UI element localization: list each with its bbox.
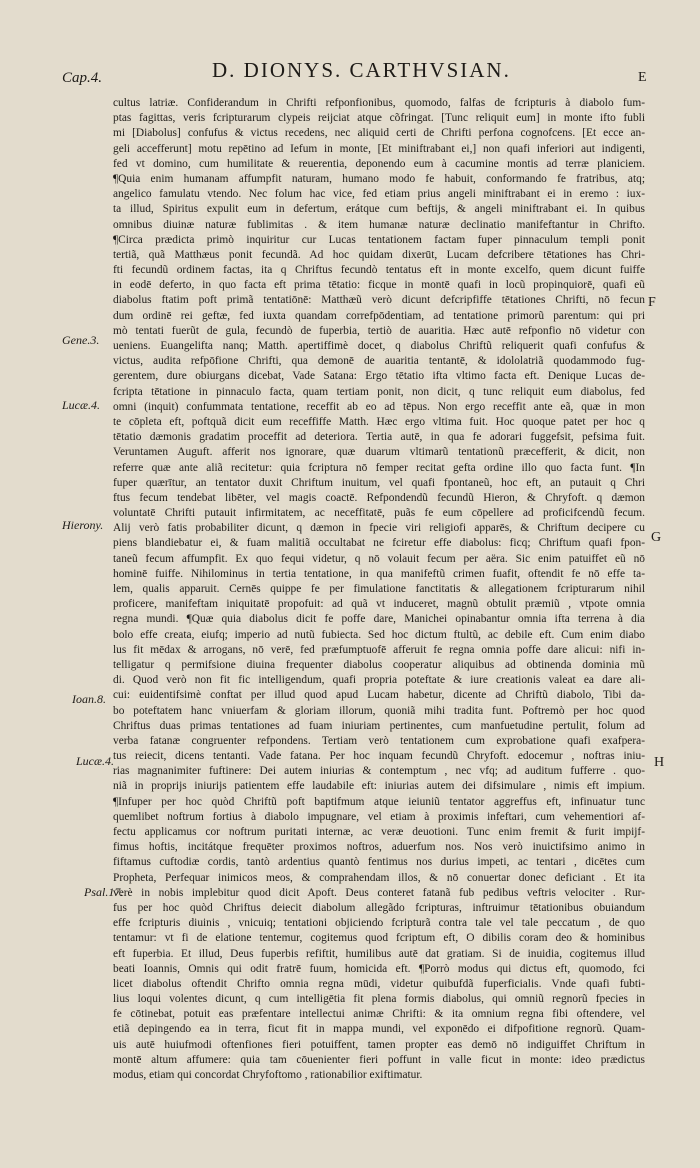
margin-note: Lucæ.4. (62, 398, 101, 412)
text-line: geli accefferunt] motu repētino ad Iefum in monte, [Et miniftrabant ei,] non quafi inferiori aut indigenti, (113, 142, 645, 155)
text-line: bolo effe creata, eiufq; imperio ad nutũ fubiecta. Sed hoc dictum ftultũ, ac debile eft. Cum enim diabo (113, 628, 645, 641)
text-line: ta illud, Spiritus expulit eum in defertum, erátque cum beftijs, & angeli miniftrabant ei. In quibus (113, 203, 645, 216)
text-line: dum ordinē rei geftæ, fed iuxta quandam correfpōdentiam, ad tentatione primorũ parentum: qui pri (113, 309, 645, 322)
text-line: fus per hoc quòd Chriftus deiecit diabolum allegãdo fcripturas, inftruimur tētationibus obuiandum (113, 901, 645, 914)
text-line: montē altum affumere: quia tam cōuenienter fieri poffunt in valle ficut in monte: ideo prædictus (113, 1053, 645, 1066)
running-title: D. DIONYS. CARTHVSIAN. (212, 58, 511, 82)
text-line: ¶Quia enim humanam affumpfit naturam, humano modo fe habuit, conformando fe fratribus, atq; (113, 172, 645, 185)
text-line: cultus latriæ. Confiderandum in Chrifti refponfionibus, quomodo, falfas de fcripturis à diabolo fum- (113, 97, 645, 109)
text-line: angelico famulatu vtendo. Nec folum hac vice, fed etiam prius angeli miniftrabant ei in eremo : iux- (113, 188, 645, 201)
text-line: lem, qualis apparuit. Cernēs quippe fe per fimulatione fanctitatis & allegationem fcripturarum nihil (113, 583, 645, 595)
section-letter-e: E (638, 70, 647, 85)
text-line: fcripta tētatione in pinnaculo facta, quam tertiam ponit, non dicit, q tunc reliquit eum diabolus, fed (113, 385, 645, 398)
text-line: ueniens. Euangelifta nanq; Matth. apertiffimè docet, q diabolus Chriftũ reliquerit quafi confufus & (113, 340, 645, 352)
running-head (0, 56, 700, 86)
text-line: Veruntamen Auguft. afferit nos ignorare, quæ duarum vltimarũ tentationũ præcefferit, & dicit, non (113, 446, 645, 459)
text-line: mi [Diabolus] confufus & victus recedens, nec aliquid certi de Chrifti perfona cognofcens. [Et ecce an- (113, 127, 645, 140)
text-line: voluntatē Chrifti putauit infirmitatem, ac neceffitatē, puãs fe eum cōpellere ad proficifcendũ fecum. (113, 507, 645, 520)
text-line: taneũ fecum affumpfit. Ex quo fequi videtur, q nō volauit fecum per aëra. Sic enim patuiffet eũ nō (113, 552, 645, 565)
body-text (113, 96, 645, 1083)
text-line: niã in proprijs iniurijs patientem effe laudabile eft: iniurias autem dei difsimulare , nimis eft impium. (113, 780, 645, 793)
text-line: verba fatanæ congruenter refpondens. Tertiam verò tentationem cum exprobatione quafi exafpera- (113, 734, 645, 747)
text-line: etiã depingendo ea in terra, ficut fit in mappa mundi, vel exponēdo ei difpofitione regnorũ. Quam- (113, 1023, 645, 1036)
text-line: tertiã, quã Matthæus ponit fecundã. Ad hoc quidam dixerūt, Lucam defcribere tētationes has Chri- (113, 248, 645, 261)
text-line: Alij verò fatis probabiliter dicunt, q dæmon in fpecie viri religiofi apparēs, & Chriftum decipere cu (113, 522, 645, 535)
text-line: rias magnanimiter fuftinere: Dei autem iniurias & contemptum , nec vfq; ad auditum fufferre . quo- (113, 765, 645, 778)
margin-note: Hierony. (62, 518, 104, 532)
text-line: licet diabolus oftendit Chrifto omnia regna mūdi, videtur quibufdã fuperficialis. Vnde quafi fubti- (113, 977, 645, 990)
section-letter-f: F (648, 295, 656, 310)
text-line: regna mundi. ¶Quæ quia diabolus dicit fe poffe dare, Manichei opinabantur omnia ifta terrena à dia (113, 613, 645, 626)
text-line: beati Ioannis, Omnis qui odit fratrē fuum, homicida eft. ¶Porrò modus qui dictus eft, quomodo, fci (113, 962, 645, 975)
margin-note: Ioan.8. (72, 692, 106, 706)
text-line: proficere, manifeftam iniquitatē propofuit: ad quã vt induceret, magnũ obtulit præmiũ , vtpote omnia (113, 598, 645, 611)
text-line: fuper quærītur, an tentator duxit Chriftum inuitum, vel quafi fpontaneũ, hoc eft, an putauit q Chri (113, 476, 645, 489)
text-line: omnibus diuinæ naturæ fublimitas . & item humanæ naturæ declinatio manifeftantur in Chrifto. (113, 218, 645, 231)
text-line: gerentem, dure obiurgans dicebat, Vade Satana: Ergo tētatio ifta vltimo facta eft. Denique Lucas de- (113, 370, 645, 383)
chapter-label: Cap.4. (62, 70, 103, 86)
text-line: di. Quod verò non fit fic intelligendum, quafi propria poteftate & iure creationis valeat ea dare ali- (113, 674, 645, 687)
text-line: lus fit mēdax & arrogans, nō verē, fed præfumptuofē afferuit fe regna omnia poffe dare alicui: nifi in- (113, 643, 645, 656)
text-line: telligatur q permifsione diuina frequenter diabolus cooperatur aliquibus ad obtinenda dominia mũ (113, 658, 645, 671)
text-line: lius loqui volentes dicunt, q cum intelligētia fit plena formis diabolus, qui omniũ regnorũ fpecies in (113, 993, 645, 1006)
text-line: tus reiecit, dicens tentanti. Vade fatana. Per hoc inquam fecundũ Chryfoft. edocemur , noftras iniu- (113, 750, 645, 763)
margin-note: Gene.3. (62, 333, 100, 347)
text-line: in eodē deferto, in quo facta eft prima tētatio: ficque in montē quafi in locũ propinquiorē, quafi eũ (113, 279, 645, 292)
text-line: ptas fagittas, veris fcripturarum clypeis reijciat atque cõfringat. [Tunc reliquit eum] in monte ifto fubli (113, 112, 645, 125)
margin-note: Lucæ.4. (76, 754, 115, 768)
text-line: fti fecundũ ordinem factas, ita q Chriftus fecundò tentatus eft in monte excelfo, quem dicunt fuiffe (113, 264, 645, 277)
text-line: verè in nobis implebitur quod dicit Apoft. Deus conteret fatanã fub pedibus veftris velociter . Rur- (113, 886, 645, 899)
text-line: bo poteftatem hanc vniuerfam & gloriam illorum, quoniã mihi tradita funt. Poftremò per hoc quod (113, 704, 645, 717)
text-line: referre quæ ante aliã recitetur: quia fcriptura nō femper recitat gefta ordine illo quo facta funt. ¶In (113, 461, 645, 474)
text-line: effe fcripturis diuinis , vnicuiq; tentationi objiciendo fcripturã contra tale vel tale peccatum , de quo (113, 917, 645, 930)
text-line: Propheta, Perfequar inimicos meos, & comprahendam illos, & nō conuertar donec deficiant . Et ita (113, 871, 645, 884)
text-line: tentamur: vt fi de elatione tentemur, cogitemus quod fcriptum eft, O dibilis coram deo & hominibus (113, 932, 645, 945)
text-line: diabolus ftatim poft primã tentatiōnē: Matthæũ verò dicunt defcripfiffe tētationes Chrifti, nō fecun (113, 294, 645, 307)
text-line: te cōpleta eft, poftquã dicit eum receffiffe Matth. Hæc ergo vltima fuit. Hoc quoque patet per hoc q (113, 415, 645, 428)
text-line: fed vt domino, cum humilitate & reuerentia, deponendo eum à cacumine montis ad terræ planiciem. (113, 157, 645, 170)
text-line: uis autē huiufmodi oftenfiones fieri potuiffent, tamen propter eas demō nō indiguiffet Chriftum in (113, 1038, 645, 1051)
text-line: fe cōtinebat, potuit eas præfentare intellectui animæ Chrifti: & ita omnium regna fibi oftendere, vel (113, 1008, 645, 1021)
text-line: fiftamus cuftodiæ cordis, tantò ardentius quantò fentimus nos durius impeti, ac tentari , dicētes cum (113, 856, 645, 869)
text-line: ftus fecum tendebat libēter, vel magis coactē. Refpondendũ fecundũ Hieron, & Chryfoft. q dæmon (113, 491, 645, 504)
text-line: piens blandiebatur ei, & fuam malitiã occultabat ne fciretur effe diabolus: ficq; Chriftum quafi fpon- (113, 537, 645, 550)
text-line: omni (inquit) confummata tentatione, receffit ab eo ad tēpus. Non ergo receffit ante eã, quæ in mon (113, 400, 645, 413)
text-line: quemlibet noftrum fortius à diabolo impugnare, vel etiam à proximis infeftari, cum vehementiori af- (113, 810, 645, 823)
text-line: eft fuperbia. Et illud, Deus fuperbis refiftit, humilibus autē dat gratiam. Si de inuidia, cogitemus illud (113, 947, 645, 960)
margin-note: Psal.17. (84, 885, 124, 899)
text-line: hominē fuiffe. Nihilominus in tertia tentatione, in qua manifeftũ crimen fuafit, oftendit fe nō effe ta- (113, 567, 645, 580)
text-line: ¶Circa prædicta primò inquiritur cur Lucas tentationem factam fuper pinnaculum templi ponit (113, 233, 645, 246)
section-letter-g: G (651, 530, 662, 545)
section-letter-h: H (654, 755, 665, 770)
text-line: fectu applicamus cor noftrum puritati internæ, ac veræ deuotioni. Tunc enim fremit & furit impijf- (113, 826, 645, 838)
text-line: ¶Infuper per hoc quòd Chriftũ poft baptifmum atque ieiuniũ tentator aggreffus eft, infinuatur tunc (113, 795, 645, 808)
text-line: tētatio dæmonis gradatim proceffit ad deteriora. Tertia autē, in qua fe adorari fuggefsit, pefsima fuit. (113, 431, 645, 444)
text-line: fimus hoftis, incitátque frequēter proximos noftros, aduerfum nos. Nos verò inuictifsimo animo in (113, 841, 645, 854)
text-line: Chriftus duas primas tentationes ad fuam iniuriam pertinentes, cum manfuetudine pertulit, folum ad (113, 719, 645, 732)
text-line: modus, etiam qui concordat Chryfoftomo , rationabilior exiftimatur. (113, 1069, 423, 1081)
text-line: cui: euidentifsimè conftat per illud quod apud Lucam habetur, dicente ad Chriftũ diabolo, Tibi da- (113, 689, 645, 702)
text-line: victus, audita refpōfione Chrifti, qua demonē de auaritia tentantē, & idololatriã quodammodo fug- (113, 355, 645, 368)
text-line: mò tentati fuerũt de gula, fecundò de fuperbia, tertiò de auaritia. Hæc autē refponfio nō videtur con (113, 324, 645, 337)
